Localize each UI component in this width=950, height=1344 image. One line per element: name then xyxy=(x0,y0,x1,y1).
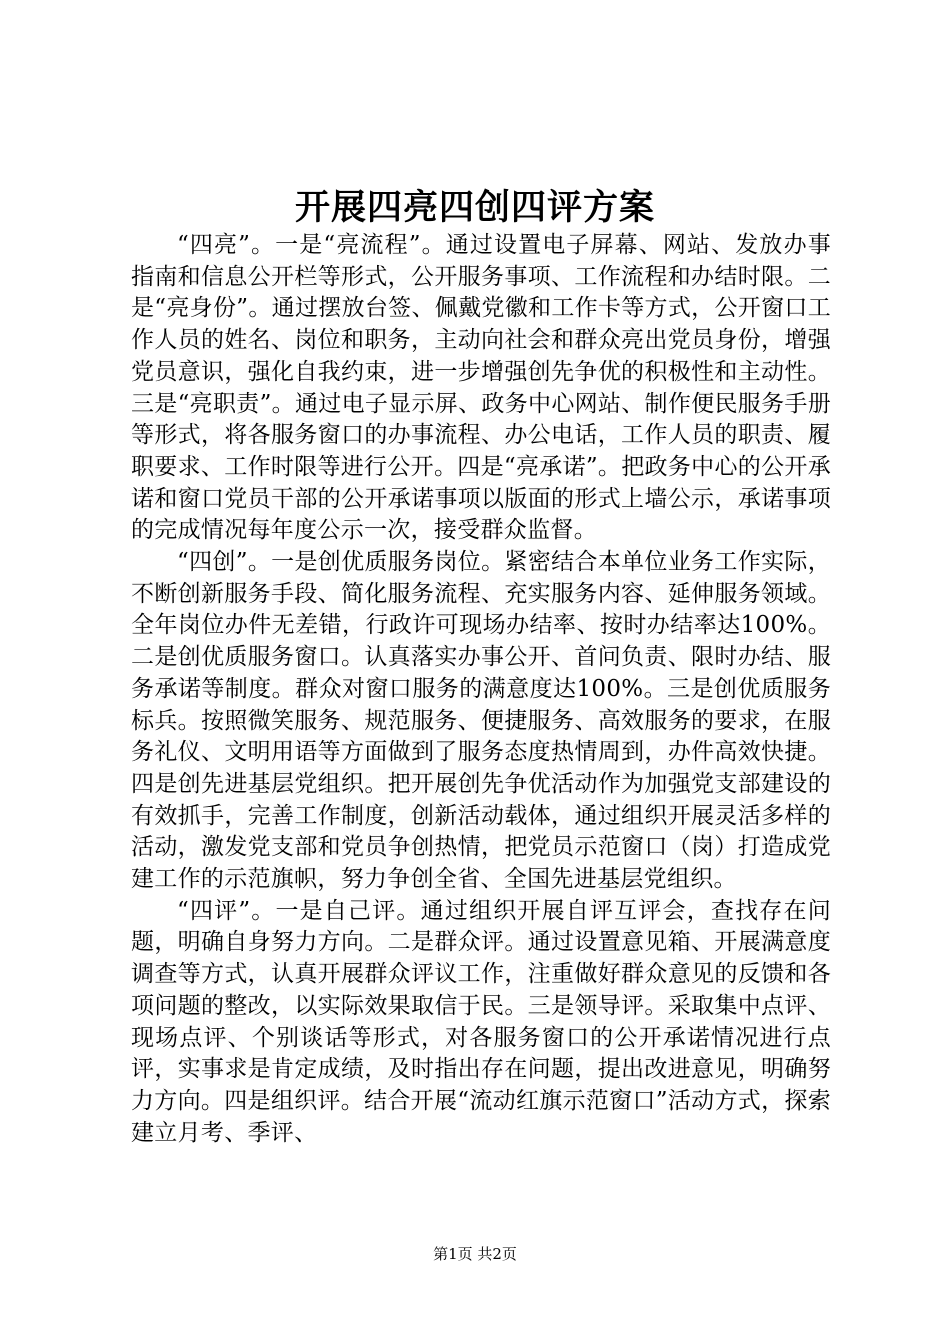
document-body xyxy=(131,230,831,1149)
document-title: 开展四亮四创四评方案 xyxy=(294,187,655,228)
page-number-footer: 第1页 共2页 xyxy=(433,1245,517,1263)
paragraph-si-liang: “四亮”。一是“亮流程”。通过设置电子屏幕、网站、发放办事指南和信息公开栏等形式，公开服务事项、工作流程和办结时限。二是“亮身份”。通过摆放台签、佩戴党徽和工作卡等方式，公开窗口工作人员的姓名、岗位和职务，主动向社会和群众亮出党员身份，增强党员意识，强化自我约束，进一步增强创先争优的积极性和主动性。三是“亮职责”。通过电子显示屏、政务中心网站、制作便民服务手册等形式，将各服务窗口的办事流程、办公电话，工作人员的职责、履职要求、工作时限等进行公开。四是“亮承诺”。把政务中心的公开承诺和窗口党员干部的公开承诺事项以版面的形式上墙公示，承诺事项的完成情况每年度公示一次，接受群众监督。 xyxy=(131,232,831,544)
paragraph-si-chuang: “四创”。一是创优质服务岗位。紧密结合本单位业务工作实际，不断创新服务手段、简化服务流程、充实服务内容、延伸服务领域。全年岗位办件无差错，行政许可现场办结率、按时办结率达100%。二是创优质服务窗口。认真落实办事公开、首问负责、限时办结、服务承诺等制度。群众对窗口服务的满意度达100%。三是创优质服务标兵。按照微笑服务、规范服务、便捷服务、高效服务的要求，在服务礼仪、文明用语等方面做到了服务态度热情周到，办件高效快捷。四是创先进基层党组织。把开展创先争优活动作为加强党支部建设的有效抓手，完善工作制度，创新活动载体，通过组织开展灵活多样的活动，激发党支部和党员争创热情，把党员示范窗口（岗）打造成党建工作的示范旗帜，努力争创全省、全国先进基层党组织。 xyxy=(131,549,831,893)
paragraph-si-ping: “四评”。一是自己评。通过组织开展自评互评会，查找存在问题，明确自身努力方向。二是群众评。通过设置意见箱、开展满意度调查等方式，认真开展群众评议工作，注重做好群众意见的反馈和各项问题的整改，以实际效果取信于民。三是领导评。采取集中点评、现场点评、个别谈话等形式，对各服务窗口的公开承诺情况进行点评，实事求是肯定成绩，及时指出存在问题，提出改进意见，明确努力方向。四是组织评。结合开展“流动红旗示范窗口”活动方式，探索建立月考、季评、 xyxy=(131,897,831,1146)
